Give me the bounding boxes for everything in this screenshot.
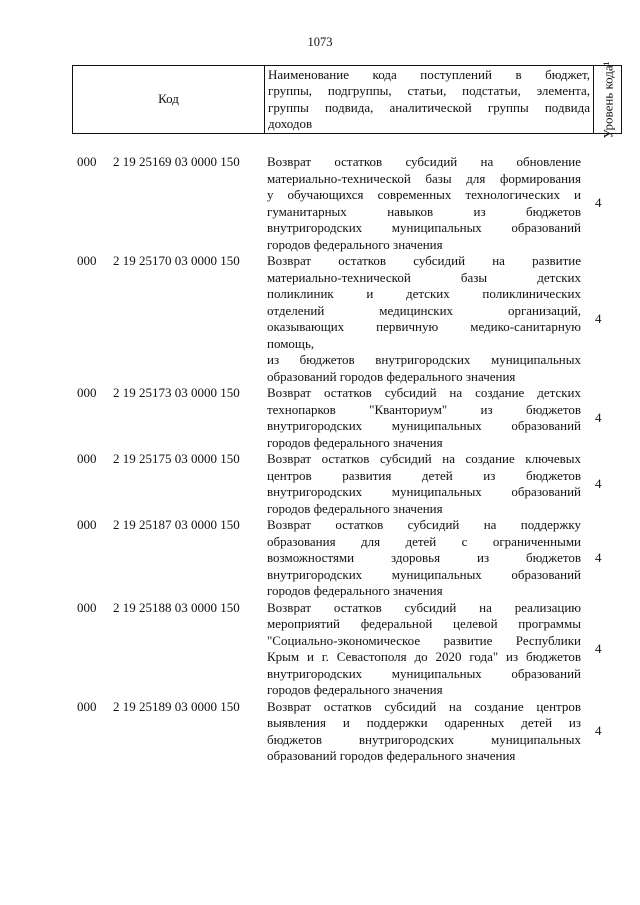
revenue-name [267, 385, 581, 451]
revenue-name [267, 253, 581, 385]
revenue-name-line: материально-технической базы для формирования [267, 170, 581, 186]
revenue-name-line: образований городов федерального значения [267, 748, 516, 763]
revenue-name-line: внутригородских муниципальных образований [267, 418, 581, 433]
table-row [0, 253, 640, 385]
admin-code: 000 [77, 385, 97, 400]
page-number: 1073 [307, 35, 333, 49]
revenue-name-line: городов федерального значения [267, 236, 443, 252]
code-level: 4 [595, 409, 602, 425]
revenue-name-line: оказывающих первичную медико-санитарную [267, 319, 581, 334]
admin-code: 000 [77, 698, 97, 714]
code-level: 4 [595, 723, 602, 739]
name-header-line: доходов [268, 116, 313, 131]
revenue-name-line: Возврат остатков субсидий на развитие [267, 253, 581, 268]
revenue-code: 2 19 25189 03 0000 150 [113, 698, 240, 714]
revenue-code: 2 19 25187 03 0000 150 [113, 517, 240, 532]
revenue-name-line: образований городов федерального значения [267, 368, 516, 384]
budget-code [77, 600, 240, 617]
revenue-name-line: внутригородских муниципальных образований [267, 484, 581, 499]
revenue-name-line: внутригородских муниципальных образований [267, 665, 581, 681]
table-row [0, 385, 640, 451]
budget-code [77, 253, 240, 270]
revenue-code: 2 19 25169 03 0000 150 [113, 154, 240, 169]
revenue-name-line: Возврат остатков субсидий на поддержку [267, 517, 581, 532]
name-header-line: группы, подгруппы, статьи, подстатьи, элемента, [268, 83, 590, 98]
code-level: 4 [595, 310, 602, 326]
revenue-name [267, 699, 581, 765]
revenue-name-line: помощь, [267, 335, 315, 351]
revenue-code: 2 19 25175 03 0000 150 [113, 451, 240, 466]
revenue-code: 2 19 25188 03 0000 150 [113, 599, 240, 615]
admin-code: 000 [77, 599, 97, 615]
revenue-name-line: отделений медицинских организаций, [267, 302, 581, 318]
revenue-name-line: Крым и г. Севастополя до 2020 года" из бюджетов [267, 649, 581, 664]
revenue-name-line: городов федерального значения [267, 434, 443, 450]
budget-code [77, 154, 240, 171]
level-header-label: Уровень кода¹ [600, 60, 615, 139]
name-header-line: Наименование кода поступлений в бюджет, [268, 66, 590, 82]
revenue-name-line: Возврат остатков субсидий на обновление [267, 154, 581, 169]
table-row [0, 451, 640, 517]
table-row [0, 517, 640, 600]
table-header [72, 60, 622, 139]
code-level: 4 [595, 550, 602, 565]
name-column-header [265, 66, 594, 134]
revenue-name-line: технопарков "Кванториум" из бюджетов [267, 401, 581, 417]
revenue-name-line: бюджетов внутригородских муниципальных [267, 731, 581, 747]
revenue-name-line: поликлиник и детских поликлинических [267, 286, 581, 301]
revenue-name-line: из бюджетов внутригородских муниципальных [267, 352, 581, 367]
level-column-header [594, 60, 622, 139]
table-body [0, 154, 640, 765]
table-row [0, 699, 640, 765]
admin-code: 000 [77, 451, 97, 466]
code-column-header: Код [73, 66, 265, 134]
revenue-name-line: возможностями здоровья из бюджетов [267, 550, 581, 565]
revenue-name-line: "Социально-экономическое развитие Республики [267, 632, 581, 648]
revenue-code: 2 19 25173 03 0000 150 [113, 385, 240, 400]
admin-code: 000 [77, 154, 97, 169]
revenue-name-line: городов федерального значения [267, 682, 443, 697]
revenue-name-line: материально-технической базы детских [267, 269, 581, 285]
revenue-name-line: городов федерального значения [267, 583, 443, 598]
admin-code: 000 [77, 253, 97, 268]
revenue-name-line: городов федерального значения [267, 500, 443, 516]
revenue-name-line: у обучающихся современных технологических и [267, 187, 581, 202]
revenue-name-line: образования для детей с ограниченными [267, 533, 581, 549]
revenue-name [267, 600, 581, 699]
revenue-name [267, 451, 581, 517]
code-level: 4 [595, 640, 602, 656]
revenue-name [267, 517, 581, 600]
admin-code: 000 [77, 517, 97, 532]
revenue-name-line: выявления и поддержки одаренных детей из [267, 715, 581, 730]
budget-code [77, 699, 240, 716]
table-row [0, 154, 640, 253]
revenue-name-line: Возврат остатков субсидий на реализацию [267, 599, 581, 615]
table-row [0, 600, 640, 699]
budget-code [77, 385, 240, 402]
revenue-name-line: мероприятий федеральной целевой программы [267, 616, 581, 631]
revenue-name-line: внутригородских муниципальных образований [267, 566, 581, 582]
budget-code [77, 517, 240, 534]
revenue-name-line: Возврат остатков субсидий на создание ключевых [267, 451, 581, 466]
revenue-name-line: гуманитарных навыков из бюджетов [267, 203, 581, 219]
revenue-name-line: центров развития детей из бюджетов [267, 467, 581, 483]
revenue-name-line: Возврат остатков субсидий на создание центров [267, 698, 581, 714]
code-level: 4 [595, 195, 602, 211]
code-level: 4 [595, 475, 602, 491]
name-header-line: группы подвида, аналитической группы подвида [268, 99, 590, 115]
revenue-code: 2 19 25170 03 0000 150 [113, 253, 240, 268]
budget-code [77, 451, 240, 468]
revenue-name-line: внутригородских муниципальных образований [267, 220, 581, 235]
revenue-name-line: Возврат остатков субсидий на создание детских [267, 385, 581, 400]
revenue-name [267, 154, 581, 253]
